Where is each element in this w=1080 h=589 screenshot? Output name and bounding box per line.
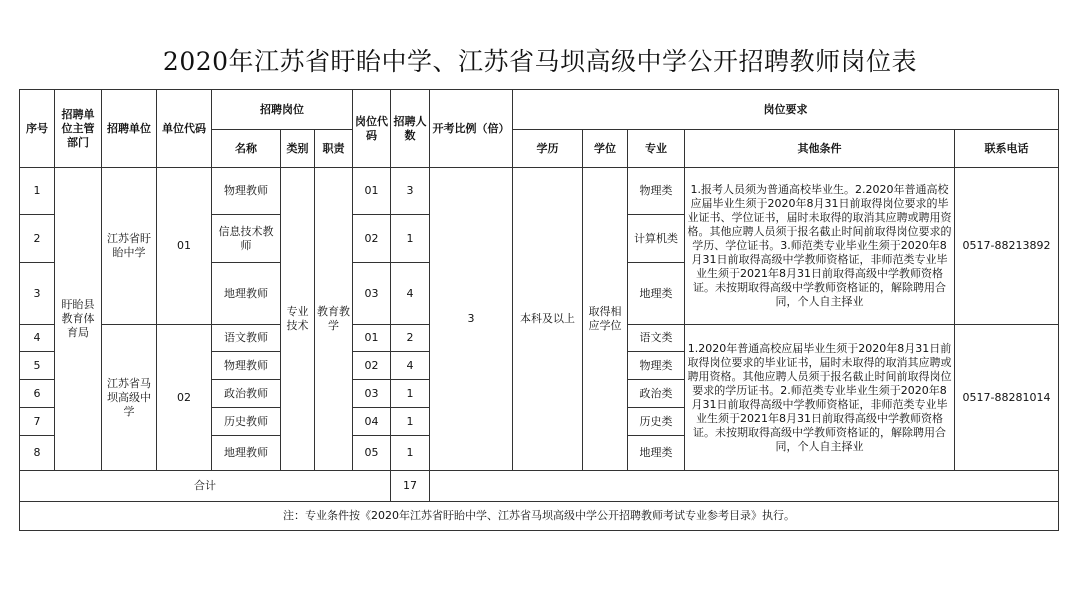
header-post-duty: 职责 — [315, 130, 353, 168]
post-code-cell: 01 — [353, 325, 391, 352]
post-duty-cell: 教育教学 — [315, 168, 353, 471]
post-name-cell: 历史教师 — [212, 408, 281, 436]
row-seq: 8 — [20, 436, 55, 471]
header-post-type: 类别 — [281, 130, 315, 168]
count-cell: 1 — [391, 380, 430, 408]
header-ratio: 开考比例（倍） — [430, 90, 513, 168]
post-code-cell: 03 — [353, 380, 391, 408]
count-cell: 1 — [391, 436, 430, 471]
post-code-cell: 02 — [353, 215, 391, 263]
post-name-cell: 地理教师 — [212, 263, 281, 325]
row-seq: 3 — [20, 263, 55, 325]
unit-code-cell: 01 — [157, 168, 212, 325]
note-row — [20, 502, 1059, 531]
count-cell: 2 — [391, 325, 430, 352]
header-req-group: 岗位要求 — [513, 90, 1059, 130]
phone-cell: 0517-88281014 — [955, 325, 1059, 471]
major-cell: 计算机类 — [628, 215, 685, 263]
header-degree: 学位 — [583, 130, 628, 168]
header-unit: 招聘单位 — [102, 90, 157, 168]
header-seq: 序号 — [20, 90, 55, 168]
count-cell: 4 — [391, 352, 430, 380]
post-code-cell: 05 — [353, 436, 391, 471]
post-code-cell: 01 — [353, 168, 391, 215]
recruitment-table — [19, 89, 1059, 531]
post-code-cell: 04 — [353, 408, 391, 436]
post-code-cell: 02 — [353, 352, 391, 380]
ratio-cell: 3 — [430, 168, 513, 471]
total-row — [20, 471, 1059, 502]
total-blank — [430, 471, 1059, 502]
count-cell: 3 — [391, 168, 430, 215]
post-type-cell: 专业技术 — [281, 168, 315, 471]
degree-cell: 取得相应学位 — [583, 168, 628, 471]
header-post-name: 名称 — [212, 130, 281, 168]
major-cell: 语文类 — [628, 325, 685, 352]
count-cell: 4 — [391, 263, 430, 325]
header-unit-code: 单位代码 — [157, 90, 212, 168]
post-name-cell: 政治教师 — [212, 380, 281, 408]
unit-code-cell: 02 — [157, 325, 212, 471]
unit-name-cell: 江苏省马坝高级中学 — [102, 325, 157, 471]
major-cell: 物理类 — [628, 352, 685, 380]
post-name-cell: 物理教师 — [212, 352, 281, 380]
major-cell: 地理类 — [628, 263, 685, 325]
edu-cell: 本科及以上 — [513, 168, 583, 471]
table-row — [20, 168, 1059, 215]
major-cell: 物理类 — [628, 168, 685, 215]
header-phone: 联系电话 — [955, 130, 1059, 168]
header-post-group: 招聘岗位 — [212, 90, 353, 130]
row-seq: 7 — [20, 408, 55, 436]
header-edu: 学历 — [513, 130, 583, 168]
row-seq: 6 — [20, 380, 55, 408]
dept-cell: 盱眙县教育体育局 — [55, 168, 102, 471]
row-seq: 2 — [20, 215, 55, 263]
post-name-cell: 物理教师 — [212, 168, 281, 215]
footnote: 注：专业条件按《2020年江苏省盱眙中学、江苏省马坝高级中学公开招聘教师考试专业参考目录》执行。 — [20, 502, 1059, 531]
header-other: 其他条件 — [685, 130, 955, 168]
post-name-cell: 信息技术教师 — [212, 215, 281, 263]
row-seq: 5 — [20, 352, 55, 380]
count-cell: 1 — [391, 215, 430, 263]
header-dept: 招聘单位主管部门 — [55, 90, 102, 168]
page-title: 2020年江苏省盱眙中学、江苏省马坝高级中学公开招聘教师岗位表 — [162, 47, 918, 76]
header-count: 招聘人数 — [391, 90, 430, 168]
major-cell: 历史类 — [628, 408, 685, 436]
post-name-cell: 语文教师 — [212, 325, 281, 352]
major-cell: 政治类 — [628, 380, 685, 408]
unit-name-cell: 江苏省盱眙中学 — [102, 168, 157, 325]
total-label: 合计 — [20, 471, 391, 502]
conditions-cell: 1.报考人员须为普通高校毕业生。2.2020年普通高校应届毕业生须于2020年8月31日前取得岗位要求的毕业证书、学位证书，届时未取得的取消其应聘或聘用资格。其他应聘人员须于报名截止时间前取得岗位要求的学历、学位证书。3.师范类专业毕业生须于2020年8月31日前取得高级中学教师资格证，非师范类专业毕业生须于2021年8月31日前取得高级中学教师资格证。未按期取得高级中学教师资格证的，解除聘用合同，个人自主择业 — [685, 168, 955, 325]
row-seq: 4 — [20, 325, 55, 352]
header-post-code: 岗位代码 — [353, 90, 391, 168]
header-major: 专业 — [628, 130, 685, 168]
total-count: 17 — [391, 471, 430, 502]
major-cell: 地理类 — [628, 436, 685, 471]
post-name-cell: 地理教师 — [212, 436, 281, 471]
conditions-cell: 1.2020年普通高校应届毕业生须于2020年8月31日前取得岗位要求的毕业证书，届时未取得的取消其应聘或聘用资格。其他应聘人员须于报名截止时间前取得岗位要求的学历证书。2.师范类专业毕业生须于2020年8月31日前取得高级中学教师资格证，非师范类专业毕业生须于2021年8月31日前取得高级中学教师资格证。未按期取得高级中学教师资格证的，解除聘用合同，个人自主择业 — [685, 325, 955, 471]
post-code-cell: 03 — [353, 263, 391, 325]
count-cell: 1 — [391, 408, 430, 436]
row-seq: 1 — [20, 168, 55, 215]
phone-cell: 0517-88213892 — [955, 168, 1059, 325]
